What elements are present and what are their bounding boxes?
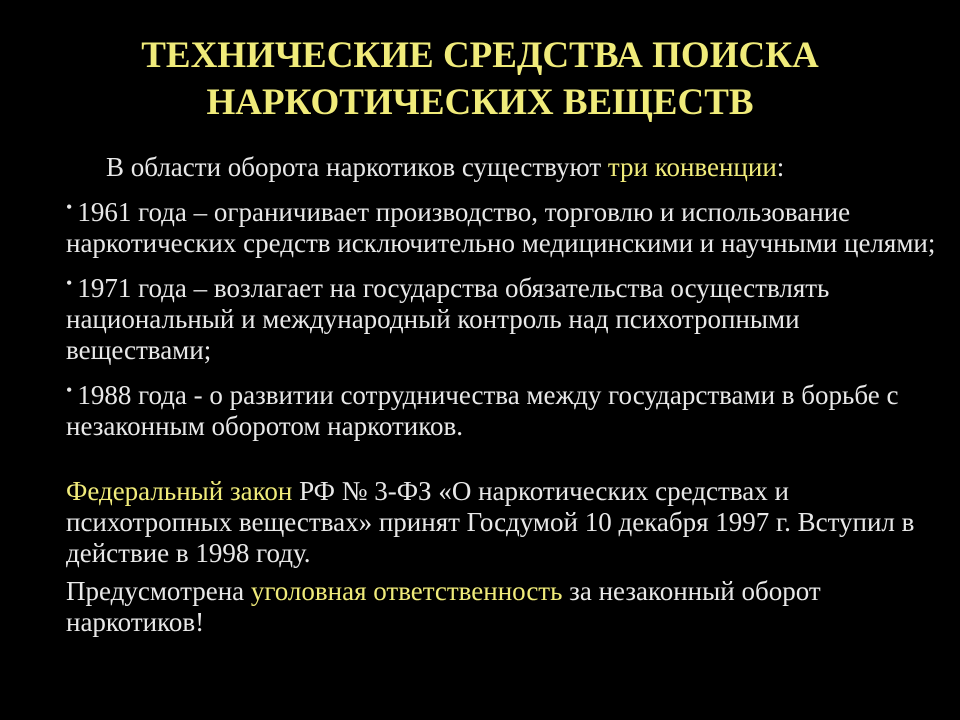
liability-paragraph — [66, 576, 946, 638]
bullet-text: 1988 года - о развитии сотрудничества между государствами в борьбе с незаконным оборотом наркотиков. — [66, 380, 899, 441]
bullet-dot-icon: • — [66, 197, 73, 217]
title-line-2: НАРКОТИЧЕСКИХ ВЕЩЕСТВ — [206, 82, 754, 123]
bullet-dot-icon: • — [66, 380, 73, 400]
liability-text: Предусмотрена — [66, 576, 251, 606]
intro-end: : — [776, 152, 785, 182]
federal-law-paragraph — [66, 476, 946, 569]
title-line-1: ТЕХНИЧЕСКИЕ СРЕДСТВА ПОИСКА — [141, 35, 819, 76]
intro-paragraph — [66, 152, 946, 183]
intro-highlight: три конвенции — [607, 152, 777, 182]
bullet-item-1971 — [66, 268, 946, 366]
bullet-item-1961 — [66, 192, 946, 259]
liability-highlight: уголовная ответственность — [250, 576, 563, 606]
bullet-dot-icon: • — [66, 273, 73, 293]
bullet-text: 1961 года – ограничивает производство, торговлю и использование наркотических средств исключительно медицинскими и научными целями; — [66, 197, 936, 258]
liability-end: за незаконный оборот наркотиков! — [66, 576, 821, 637]
federal-law-text: РФ № 3-ФЗ «О наркотических средствах и психотропных веществах» принят Госдумой 10 декабря 1997 г. Вступил в действие в 1998 году. — [66, 476, 915, 568]
bullet-text: 1971 года – возлагает на государства обязательства осуществлять национальный и международный контроль над психотропными веществами; — [66, 273, 830, 365]
intro-text: В области оборота наркотиков существуют — [106, 152, 608, 182]
bullet-item-1988 — [66, 375, 946, 442]
slide-title — [60, 32, 900, 126]
federal-law-highlight: Федеральный закон — [66, 476, 293, 506]
slide-body — [66, 152, 946, 638]
